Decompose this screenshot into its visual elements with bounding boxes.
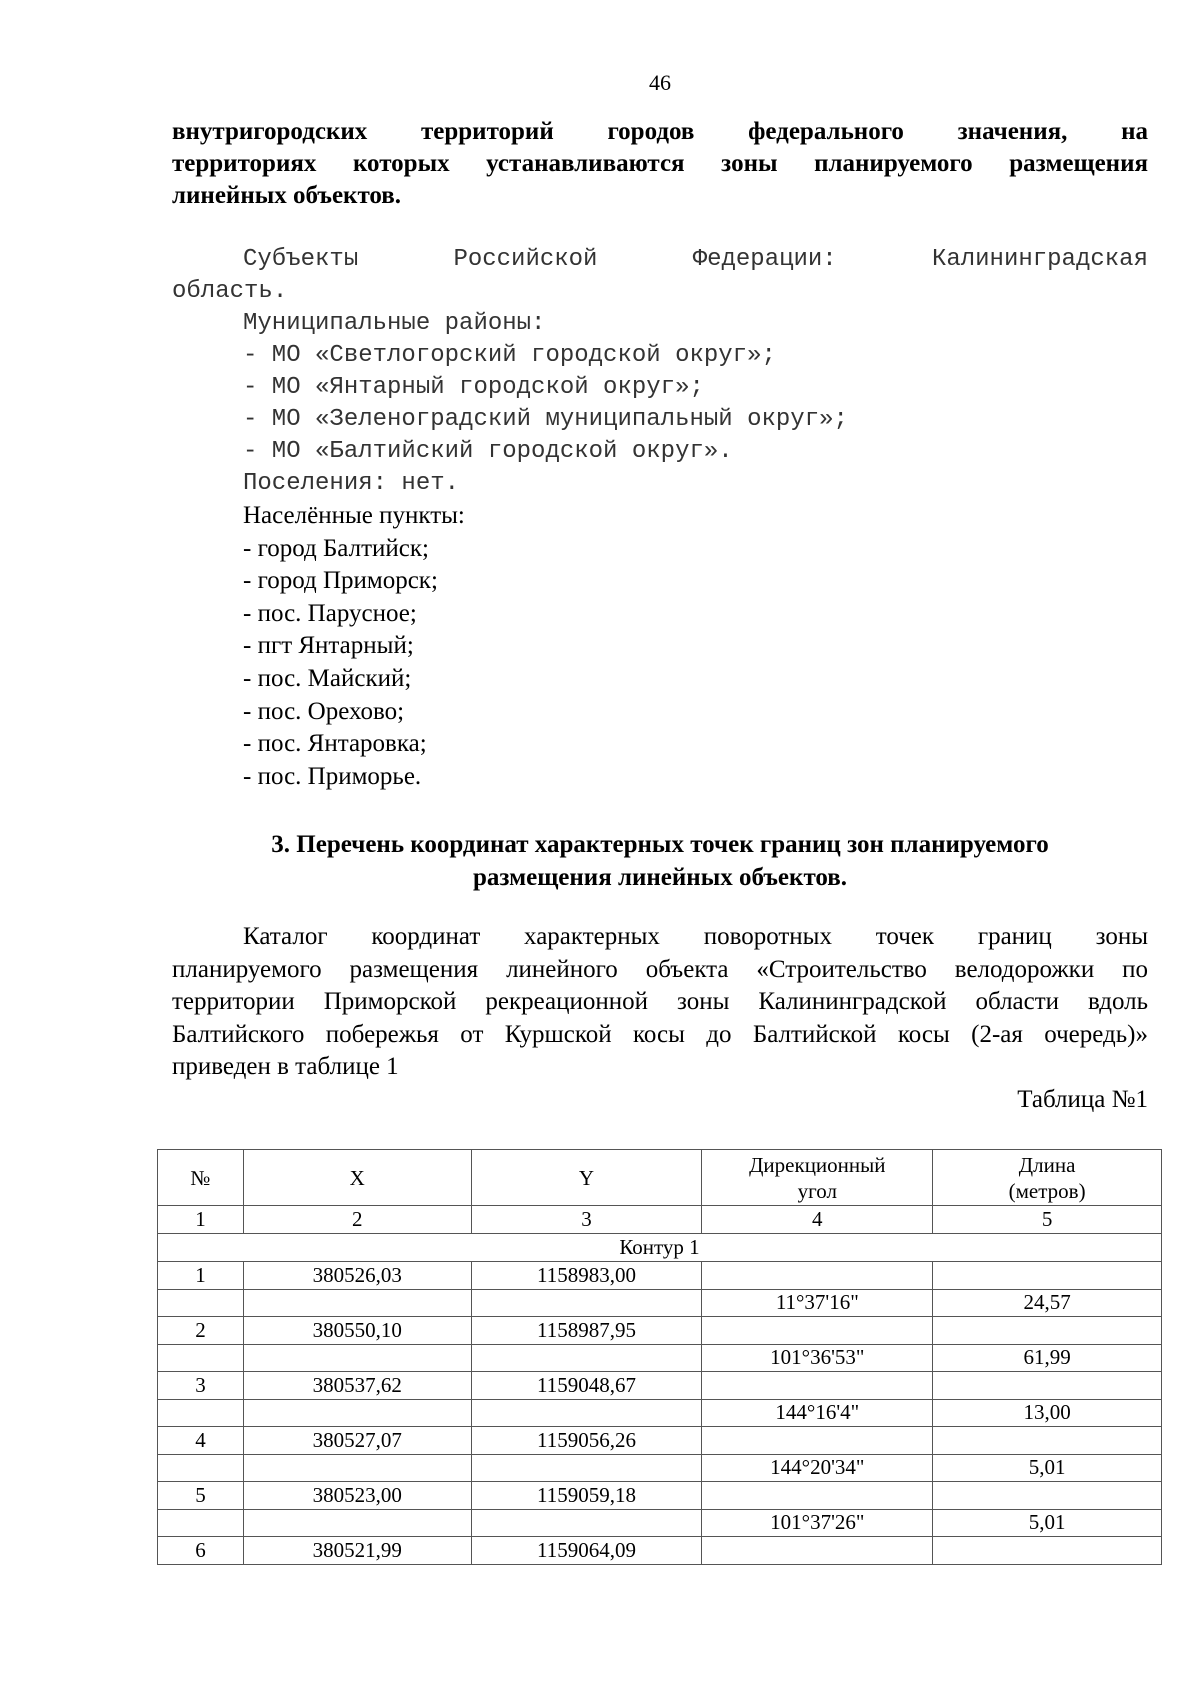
locality-item: - город Приморск; [243, 567, 438, 595]
cell-x: 380523,00 [243, 1482, 471, 1510]
cell-no [158, 1399, 244, 1427]
header-length [933, 1150, 1162, 1206]
cell-angle: 101°37'26" [702, 1509, 933, 1537]
contour-label: Контур 1 [158, 1234, 1162, 1262]
table-row [158, 1399, 1162, 1427]
locality-item: - пос. Парусное; [243, 599, 417, 627]
cell-x [243, 1289, 471, 1317]
localities-list [243, 500, 465, 793]
cell-length: 24,57 [933, 1289, 1162, 1317]
cell-angle: 101°36'53" [702, 1344, 933, 1372]
cell-y [471, 1399, 702, 1427]
cell-length [933, 1372, 1162, 1400]
cell-no [158, 1454, 244, 1482]
table-label: Таблица №1 [1017, 1086, 1148, 1113]
table-row [158, 1372, 1162, 1400]
locality-item: - город Балтийск; [243, 534, 429, 562]
municipal-item: - МО «Янтарный городской округ»; [243, 374, 704, 401]
subjects-word: Федерации: [692, 246, 837, 273]
cell-y: 1159064,09 [471, 1537, 702, 1565]
localities-label: Населённые пункты: [243, 502, 465, 529]
cell-length: 5,01 [933, 1509, 1162, 1537]
table-row [158, 1509, 1162, 1537]
cell-x [243, 1509, 471, 1537]
cell-angle [702, 1317, 933, 1345]
intro-paragraph [172, 116, 1148, 212]
cell-y: 1158983,00 [471, 1262, 702, 1290]
cell-length: 5,01 [933, 1454, 1162, 1482]
header-number-label: № [190, 1165, 211, 1190]
cell-x: 380537,62 [243, 1372, 471, 1400]
header-y [471, 1150, 702, 1206]
cell-y [471, 1289, 702, 1317]
cell-angle [702, 1427, 933, 1455]
cell-y [471, 1344, 702, 1372]
cell-no [158, 1509, 244, 1537]
intro-line: внутригородских территорий городов федерального значения, на [172, 118, 1148, 145]
locality-item: - пос. Орехово; [243, 697, 405, 725]
header-angle-line2: угол [797, 1178, 837, 1203]
header-x [243, 1150, 471, 1206]
table-row [158, 1427, 1162, 1455]
table-row [158, 1537, 1162, 1565]
cell-x [243, 1344, 471, 1372]
column-number: 1 [158, 1206, 244, 1234]
column-number: 5 [933, 1206, 1162, 1234]
locality-item: - пгт Янтарный; [243, 632, 414, 660]
table-row [158, 1317, 1162, 1345]
subjects-continuation: область. [172, 278, 288, 305]
cell-angle [702, 1537, 933, 1565]
cell-length: 13,00 [933, 1399, 1162, 1427]
cell-angle [702, 1262, 933, 1290]
header-y-label: Y [578, 1165, 595, 1190]
subjects-word: Калининградская [931, 246, 1148, 273]
cell-no: 4 [158, 1427, 244, 1455]
subjects-block [172, 244, 1148, 500]
table-row [158, 1344, 1162, 1372]
cell-no [158, 1289, 244, 1317]
contour-row [158, 1234, 1162, 1262]
cell-angle: 144°16'4" [702, 1399, 933, 1427]
catalog-line: планируемого размещения линейного объекта «Строительство велодорожки по [172, 955, 1148, 983]
page-number: 46 [649, 70, 671, 95]
catalog-line: Балтийского побережья от Куршской косы до Балтийской косы (2-ая очередь)» [172, 1020, 1148, 1048]
cell-y: 1159056,26 [471, 1427, 702, 1455]
cell-x: 380527,07 [243, 1427, 471, 1455]
cell-no: 6 [158, 1537, 244, 1565]
cell-length [933, 1482, 1162, 1510]
cell-no: 1 [158, 1262, 244, 1290]
cell-y [471, 1454, 702, 1482]
cell-x: 380521,99 [243, 1537, 471, 1565]
cell-x [243, 1454, 471, 1482]
cell-no [158, 1344, 244, 1372]
cell-x [243, 1399, 471, 1427]
cell-length [933, 1537, 1162, 1565]
cell-y: 1159048,67 [471, 1372, 702, 1400]
municipal-item: - МО «Зеленоградский муниципальный округ»; [243, 406, 848, 433]
cell-x: 380526,03 [243, 1262, 471, 1290]
cell-y: 1158987,95 [471, 1317, 702, 1345]
cell-length [933, 1262, 1162, 1290]
cell-no: 5 [158, 1482, 244, 1510]
intro-line: территориях которых устанавливаются зоны планируемого размещения [172, 150, 1148, 177]
cell-angle [702, 1482, 933, 1510]
table-row [158, 1262, 1162, 1290]
locality-item: - пос. Янтаровка; [243, 730, 427, 758]
column-number: 3 [471, 1206, 702, 1234]
municipal-label: Муниципальные районы: [243, 310, 546, 337]
cell-angle [702, 1372, 933, 1400]
column-number: 4 [702, 1206, 933, 1234]
header-x-label: X [349, 1165, 365, 1190]
subjects-word: Субъекты [243, 246, 359, 273]
cell-angle: 11°37'16" [702, 1289, 933, 1317]
municipal-item: - МО «Светлогорский городской округ»; [243, 342, 776, 369]
table-row [158, 1482, 1162, 1510]
cell-no: 3 [158, 1372, 244, 1400]
header-length-line1: Длина [1018, 1152, 1076, 1177]
section-heading-line: 3. Перечень координат характерных точек границ зон планируемого [271, 831, 1049, 858]
municipal-item: - МО «Балтийский городской округ». [243, 438, 733, 465]
cell-angle: 144°20'34" [702, 1454, 933, 1482]
settlements-line: Поселения: нет. [243, 470, 460, 497]
table-row [158, 1454, 1162, 1482]
column-number: 2 [243, 1206, 471, 1234]
header-length-line2: (метров) [1008, 1178, 1086, 1203]
header-angle [702, 1150, 933, 1206]
cell-x: 380550,10 [243, 1317, 471, 1345]
cell-y: 1159059,18 [471, 1482, 702, 1510]
locality-item: - пос. Приморье. [243, 762, 422, 790]
catalog-line: Каталог координат характерных поворотных точек границ зоны [243, 923, 1148, 950]
column-number-row [158, 1206, 1162, 1234]
table-header-row [158, 1150, 1162, 1206]
catalog-line: территории Приморской рекреационной зоны Калининградской области вдоль [172, 988, 1148, 1015]
cell-length: 61,99 [933, 1344, 1162, 1372]
subjects-first-line [172, 244, 1148, 276]
subjects-word: Российской [453, 246, 598, 273]
header-angle-line1: Дирекционный [749, 1152, 886, 1177]
cell-length [933, 1427, 1162, 1455]
catalog-line: приведен в таблице 1 [172, 1053, 399, 1080]
catalog-paragraph [172, 921, 1148, 1084]
table-row [158, 1289, 1162, 1317]
cell-y [471, 1509, 702, 1537]
header-number [158, 1150, 244, 1206]
coordinates-table [157, 1149, 1162, 1565]
cell-no: 2 [158, 1317, 244, 1345]
section-heading [172, 828, 1148, 894]
section-heading-line: размещения линейных объектов. [472, 864, 848, 891]
cell-length [933, 1317, 1162, 1345]
locality-item: - пос. Майский; [243, 664, 412, 692]
intro-line: линейных объектов. [172, 182, 402, 209]
